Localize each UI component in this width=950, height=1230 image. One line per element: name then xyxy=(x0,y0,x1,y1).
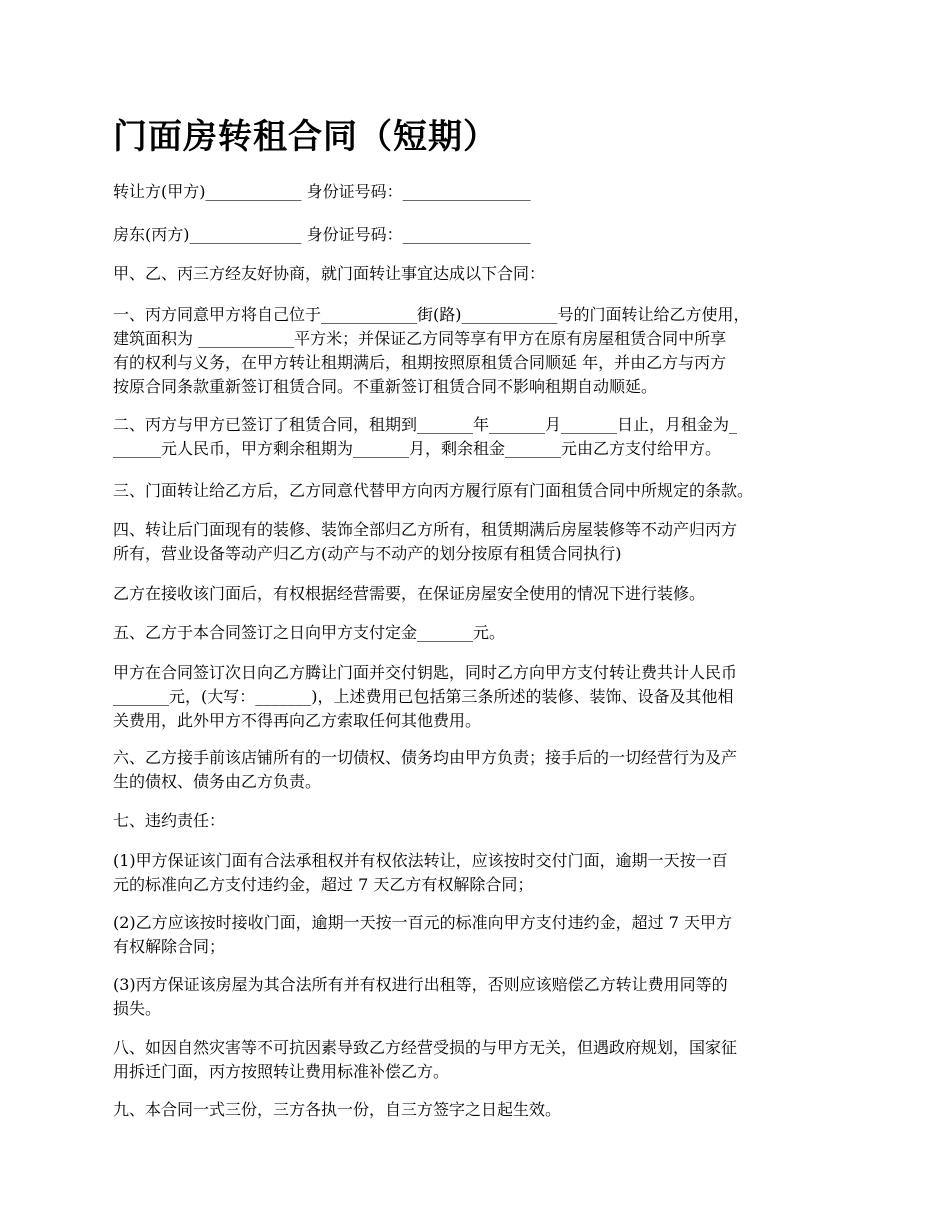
text-line: 八、如因自然灾害等不可抗因素导致乙方经营受损的与甲方无关，但遇政府规划，国家征 xyxy=(113,1038,738,1057)
text-line: 用拆迁门面，丙方按照转让费用标准补偿乙方。 xyxy=(113,1062,450,1081)
text-line: 二、丙方与甲方已签订了租赁合同，租期到_______年_______月_______日止，月租金为_ xyxy=(113,415,738,434)
text-line: 乙方在接收该门面后，有权根据经营需要，在保证房屋安全使用的情况下进行装修。 xyxy=(113,584,706,603)
clause-8 xyxy=(113,1036,853,1084)
text-line: (2)乙方应该按时接收门面，逾期一天按一百元的标准向甲方支付违约金，超过 7 天甲方 xyxy=(113,913,733,932)
text-line: 建筑面积为 ____________平方米；并保证乙方同等享有甲方在原有房屋租赁合同中所享 xyxy=(113,329,727,348)
text-line: 按原合同条款重新签订租赁合同。不重新签订租赁合同不影响租期自动顺延。 xyxy=(113,377,658,396)
clause-7-item-1 xyxy=(113,849,853,897)
text-line: 有的权利与义务，在甲方转让租期满后，租期按照原租赁合同顺延 年，并由乙方与丙方 xyxy=(113,353,727,372)
text-line: _______元，(大写：_______)，上述费用已包括第三条所述的装修、装饰、设备及其他相 xyxy=(113,687,734,706)
clause-7-heading xyxy=(113,809,853,833)
text-line: 损失。 xyxy=(113,999,162,1018)
intro-paragraph xyxy=(113,262,853,286)
text-line: 四、转让后门面现有的装修、装饰全部归乙方所有，租赁期满后房屋装修等不动产归丙方 xyxy=(113,520,738,539)
text-line: 九、本合同一式三份，三方各执一份，自三方签字之日起生效。 xyxy=(113,1100,562,1119)
clause-1 xyxy=(113,303,853,399)
clause-4-note xyxy=(113,582,853,606)
text-line: 五、乙方于本合同签订之日向甲方支付定金_______元。 xyxy=(113,623,506,642)
text-line: 房东(丙方)______________ 身份证号码：________________ xyxy=(113,225,531,244)
clause-5-detail xyxy=(113,661,853,733)
text-line: 关费用，此外甲方不得再向乙方索取任何其他费用。 xyxy=(113,711,482,730)
clause-2 xyxy=(113,413,853,461)
party-a-line xyxy=(113,180,853,204)
clause-5 xyxy=(113,621,853,645)
text-line: 三、门面转让给乙方后，乙方同意代替甲方向丙方履行原有门面租赁合同中所规定的条款。 xyxy=(113,481,754,500)
text-line: 甲、乙、丙三方经友好协商，就门面转让事宜达成以下合同： xyxy=(113,264,546,283)
text-line: 元的标准向乙方支付违约金，超过 7 天乙方有权解除合同； xyxy=(113,875,534,894)
text-line: 七、违约责任： xyxy=(113,811,226,830)
text-line: (3)丙方保证该房屋为其合法所有并有权进行出租等，否则应该赔偿乙方转让费用同等的 xyxy=(113,975,728,994)
clause-6 xyxy=(113,746,853,794)
clause-7-item-3 xyxy=(113,973,853,1021)
party-c-line xyxy=(113,223,853,247)
text-line: 六、乙方接手前该店铺所有的一切债权、债务均由甲方负责；接手后的一切经营行为及产 xyxy=(113,748,738,767)
text-line: 有权解除合同； xyxy=(113,937,226,956)
text-line: 甲方在合同签订次日向乙方腾让门面并交付钥匙，同时乙方向甲方支付转让费共计人民币 xyxy=(113,663,738,682)
text-line: ______元人民币，甲方剩余租期为_______月，剩余租金_______元由乙方支付给甲方。 xyxy=(113,439,722,458)
clause-3 xyxy=(113,479,853,503)
text-line: 生的债权、债务由乙方负责。 xyxy=(113,772,322,791)
document-title: 门面房转租合同（短期） xyxy=(113,117,498,157)
clause-7-item-2 xyxy=(113,911,853,959)
text-line: 所有，营业设备等动产归乙方(动产与不动产的划分按原有租赁合同执行) xyxy=(113,544,622,563)
text-line: (1)甲方保证该门面有合法承租权并有权依法转让，应该按时交付门面，逾期一天按一百 xyxy=(113,851,728,870)
text-line: 转让方(甲方)____________ 身份证号码：________________ xyxy=(113,182,531,201)
text-line: 一、丙方同意甲方将自己位于____________街(路)____________号的门面转让给乙方使用， xyxy=(113,305,750,324)
clause-9 xyxy=(113,1098,853,1122)
clause-4 xyxy=(113,518,853,566)
